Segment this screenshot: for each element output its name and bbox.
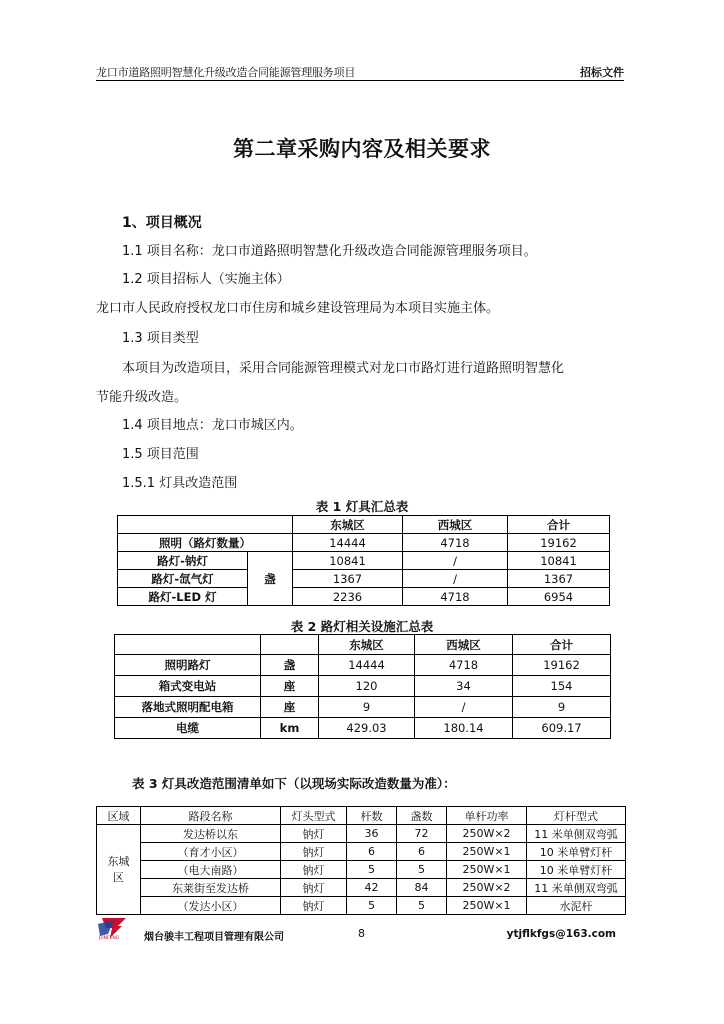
table-row bbox=[97, 879, 626, 897]
table-cell: 2236 bbox=[293, 588, 403, 606]
table-cell bbox=[118, 516, 293, 534]
company-logo bbox=[96, 914, 144, 940]
table2-caption: 表 2 路灯相关设施汇总表 bbox=[290, 619, 434, 634]
table-cell: 钠灯 bbox=[281, 825, 347, 843]
row-label: 照明（路灯数量） bbox=[118, 534, 293, 552]
unit-cell: 座 bbox=[261, 697, 319, 718]
table-cell: 5 bbox=[397, 861, 447, 879]
table-row bbox=[115, 676, 611, 697]
table-row bbox=[118, 588, 610, 606]
table-header: 路段名称 bbox=[141, 807, 281, 825]
table-cell: 120 bbox=[319, 676, 415, 697]
table1-caption: 表 1 灯具汇总表 bbox=[315, 499, 409, 514]
table-header: 灯头型式 bbox=[281, 807, 347, 825]
table-header: 单杆功率 bbox=[447, 807, 527, 825]
row-label: 路灯-氙气灯 bbox=[118, 570, 248, 588]
table-cell: 6 bbox=[347, 843, 397, 861]
table-cell: 钠灯 bbox=[281, 879, 347, 897]
table-row bbox=[115, 697, 611, 718]
table-row bbox=[115, 655, 611, 676]
table-cell: 6954 bbox=[508, 588, 610, 606]
unit-cell: 盏 bbox=[261, 655, 319, 676]
table-header: 西城区 bbox=[415, 635, 513, 655]
section-heading: 1、项目概况 bbox=[122, 215, 202, 231]
table-cell: 154 bbox=[513, 676, 611, 697]
table-row bbox=[118, 552, 610, 570]
header-doc-type: 招标文件 bbox=[580, 66, 624, 79]
table-cell: 609.17 bbox=[513, 718, 611, 739]
paragraph: 1.2 项目招标人（实施主体） bbox=[122, 272, 290, 287]
unit-cell: km bbox=[261, 718, 319, 739]
unit-cell: 座 bbox=[261, 676, 319, 697]
table-row bbox=[97, 897, 626, 915]
table-cell: 钠灯 bbox=[281, 897, 347, 915]
table-cell: 发达桥以东 bbox=[141, 825, 281, 843]
table-cell: 水泥杆 bbox=[527, 897, 626, 915]
table-header: 合计 bbox=[508, 516, 610, 534]
table-cell: 250W×1 bbox=[447, 861, 527, 879]
row-label: 落地式照明配电箱 bbox=[115, 697, 261, 718]
paragraph: 节能升级改造。 bbox=[96, 390, 188, 405]
table-row bbox=[97, 843, 626, 861]
row-label: 箱式变电站 bbox=[115, 676, 261, 697]
table-cell: （电大南路） bbox=[141, 861, 281, 879]
table-cell: 6 bbox=[397, 843, 447, 861]
table-cell: （育才小区） bbox=[141, 843, 281, 861]
table-cell: 14444 bbox=[293, 534, 403, 552]
table-header: 灯杆型式 bbox=[527, 807, 626, 825]
paragraph: 1.4 项目地点：龙口市城区内。 bbox=[122, 418, 303, 433]
row-label: 路灯-LED 灯 bbox=[118, 588, 248, 606]
table-cell: 250W×1 bbox=[447, 843, 527, 861]
table-row bbox=[118, 570, 610, 588]
table-header: 盏数 bbox=[397, 807, 447, 825]
table-cell: 9 bbox=[513, 697, 611, 718]
chapter-title: 第二章采购内容及相关要求 bbox=[233, 137, 491, 161]
page-header bbox=[96, 64, 624, 81]
table-cell: 9 bbox=[319, 697, 415, 718]
row-label: 照明路灯 bbox=[115, 655, 261, 676]
table-cell: 4718 bbox=[415, 655, 513, 676]
table-cell: 42 bbox=[347, 879, 397, 897]
table-cell: 4718 bbox=[403, 534, 508, 552]
facility-summary-table bbox=[114, 634, 611, 739]
table-cell: 34 bbox=[415, 676, 513, 697]
table-cell: 19162 bbox=[508, 534, 610, 552]
table-cell: 钠灯 bbox=[281, 861, 347, 879]
table-cell: / bbox=[403, 552, 508, 570]
retrofit-scope-table bbox=[96, 806, 626, 915]
table-cell: 5 bbox=[347, 861, 397, 879]
lamp-summary-table bbox=[117, 515, 610, 606]
table-cell: 1367 bbox=[293, 570, 403, 588]
table-cell: 429.03 bbox=[319, 718, 415, 739]
company-name: 烟台骏丰工程项目管理有限公司 bbox=[144, 932, 284, 943]
page-number: 8 bbox=[358, 927, 365, 940]
table-header: 西城区 bbox=[403, 516, 508, 534]
table-cell: 180.14 bbox=[415, 718, 513, 739]
table-cell: （发达小区） bbox=[141, 897, 281, 915]
row-label: 电缆 bbox=[115, 718, 261, 739]
table-cell: 4718 bbox=[403, 588, 508, 606]
table-cell: 东莱街至发达桥 bbox=[141, 879, 281, 897]
table-cell: / bbox=[403, 570, 508, 588]
table-cell: 钠灯 bbox=[281, 843, 347, 861]
table-cell: 250W×2 bbox=[447, 879, 527, 897]
table-cell: / bbox=[415, 697, 513, 718]
contact-email: ytjflkfgs@163.com bbox=[506, 928, 616, 940]
table3-caption: 表 3 灯具改造范围清单如下（以现场实际改造数量为准）： bbox=[132, 776, 456, 791]
svg-text:JUNFENG: JUNFENG bbox=[99, 936, 120, 940]
row-label: 路灯-钠灯 bbox=[118, 552, 248, 570]
table-cell: 5 bbox=[397, 897, 447, 915]
table-cell: 14444 bbox=[319, 655, 415, 676]
table-cell: 10 米单臂灯杆 bbox=[527, 861, 626, 879]
table-header: 合计 bbox=[513, 635, 611, 655]
paragraph: 龙口市人民政府授权龙口市住房和城乡建设管理局为本项目实施主体。 bbox=[96, 301, 500, 316]
table-cell: 250W×2 bbox=[447, 825, 527, 843]
table-cell: 250W×1 bbox=[447, 897, 527, 915]
unit-cell: 盏 bbox=[248, 552, 293, 606]
table-header: 杆数 bbox=[347, 807, 397, 825]
table-header: 东城区 bbox=[319, 635, 415, 655]
table-header: 区域 bbox=[97, 807, 141, 825]
table-header: 东城区 bbox=[293, 516, 403, 534]
table-row bbox=[115, 718, 611, 739]
table-cell: 1367 bbox=[508, 570, 610, 588]
table-cell: 10841 bbox=[293, 552, 403, 570]
page-footer bbox=[96, 914, 624, 943]
table-cell: 11 米单侧双弯弧 bbox=[527, 825, 626, 843]
table-cell: 10841 bbox=[508, 552, 610, 570]
header-project-name: 龙口市道路照明智慧化升级改造合同能源管理服务项目 bbox=[96, 66, 356, 79]
table-row bbox=[97, 861, 626, 879]
table-row bbox=[118, 534, 610, 552]
table-cell: 36 bbox=[347, 825, 397, 843]
paragraph: 1.5 项目范围 bbox=[122, 447, 199, 462]
table-cell: 10 米单臂灯杆 bbox=[527, 843, 626, 861]
table-cell: 19162 bbox=[513, 655, 611, 676]
paragraph: 1.5.1 灯具改造范围 bbox=[122, 476, 238, 491]
table-row bbox=[97, 825, 626, 843]
paragraph: 1.3 项目类型 bbox=[122, 331, 199, 346]
region-cell: 东城 区 bbox=[97, 825, 141, 915]
table-cell: 5 bbox=[347, 897, 397, 915]
paragraph: 1.1 项目名称：龙口市道路照明智慧化升级改造合同能源管理服务项目。 bbox=[122, 244, 537, 259]
table-cell: 72 bbox=[397, 825, 447, 843]
paragraph: 本项目为改造项目，采用合同能源管理模式对龙口市路灯进行道路照明智慧化 bbox=[122, 361, 565, 376]
table-cell: 84 bbox=[397, 879, 447, 897]
table-cell bbox=[261, 635, 319, 655]
table-cell bbox=[115, 635, 261, 655]
table-cell: 11 米单侧双弯弧 bbox=[527, 879, 626, 897]
